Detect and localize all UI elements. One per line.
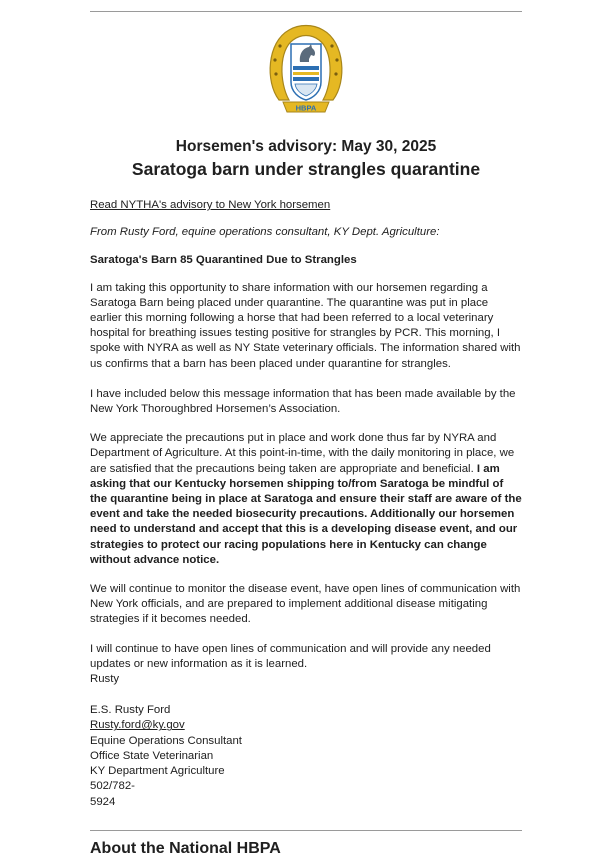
signature-email-link[interactable]: Rusty.ford@ky.gov [90,719,185,732]
hbpa-logo [90,22,522,118]
signature-name: E.S. Rusty Ford [90,704,171,717]
signature-title: Equine Operations Consultant [90,734,242,747]
paragraph-3-normal: We appreciate the precautions put in place and work done thus far by NYRA and Department of Agriculture. At this point-in-time, with the daily monitoring in place, we are satisfied that the precautions being taken are appropriate and beneficial. [90,432,515,475]
top-divider [90,11,522,12]
signature-department: KY Department Agriculture [90,765,225,778]
paragraph-5-text: I will continue to have open lines of communication and will provide any needed updates or new information as it is learned. [90,642,491,670]
nytha-advisory-link[interactable]: Read NYTHA's advisory to New York horsemen [90,199,331,211]
section-heading: Saratoga's Barn 85 Quarantined Due to Strangles [90,254,357,267]
advisory-subtitle: Saratoga barn under strangles quarantine [131,159,481,179]
about-heading: About the National HBPA [90,839,281,857]
svg-text:HBPA: HBPA [295,103,317,113]
paragraph-1: I am taking this opportunity to share information with our horsemen regarding a Saratoga Barn being placed under quarantine. The quarantine was put in place earlier this morning following a horse that had been referred to a local veterinary hospital for breathing issues testing positive for strangles by PCR. This morning, I spoke with NYRA as well as NY State veterinary officials. The information shared with us confirms that a barn has been placed under quarantine for strangles. [90,281,521,370]
advisory-page [90,0,522,859]
from-line: From Rusty Ford, equine operations consultant, KY Dept. Agriculture: [90,226,440,239]
paragraph-4: We will continue to monitor the disease event, have open lines of communication with New York officials, and are prepared to implement additional disease mitigating strategies if it becomes needed. [90,583,521,626]
paragraph-3-bold: I am asking that our Kentucky horsemen shipping to/from Saratoga be mindful of the quarantine being in place at Saratoga and ensure their staff are aware of the event and take the needed biosecurity precautions. Additionally our horsemen need to understand and accept that this is a developing disease event, and our strategies to protect our racing populations here in Kentucky can change without advance notice. [90,462,522,566]
paragraph-2: I have included below this message information that has been made available by the New York Thoroughbred Horsemen’s Association. [90,387,516,416]
signature-block [90,703,522,809]
bottom-divider [90,830,522,831]
signature-phone-2: 5924 [90,795,116,808]
signature-phone-1: 502/782- [90,780,135,793]
signature-office: Office State Veterinarian [90,749,214,762]
paragraph-5 [90,642,522,688]
nytha-advisory-link-row [90,198,522,213]
advisory-title: Horsemen's advisory: May 30, 2025 [175,138,437,155]
horseshoe-logo-icon [267,22,345,116]
paragraph-3 [90,431,522,568]
paragraph-5-signoff: Rusty [90,673,120,686]
